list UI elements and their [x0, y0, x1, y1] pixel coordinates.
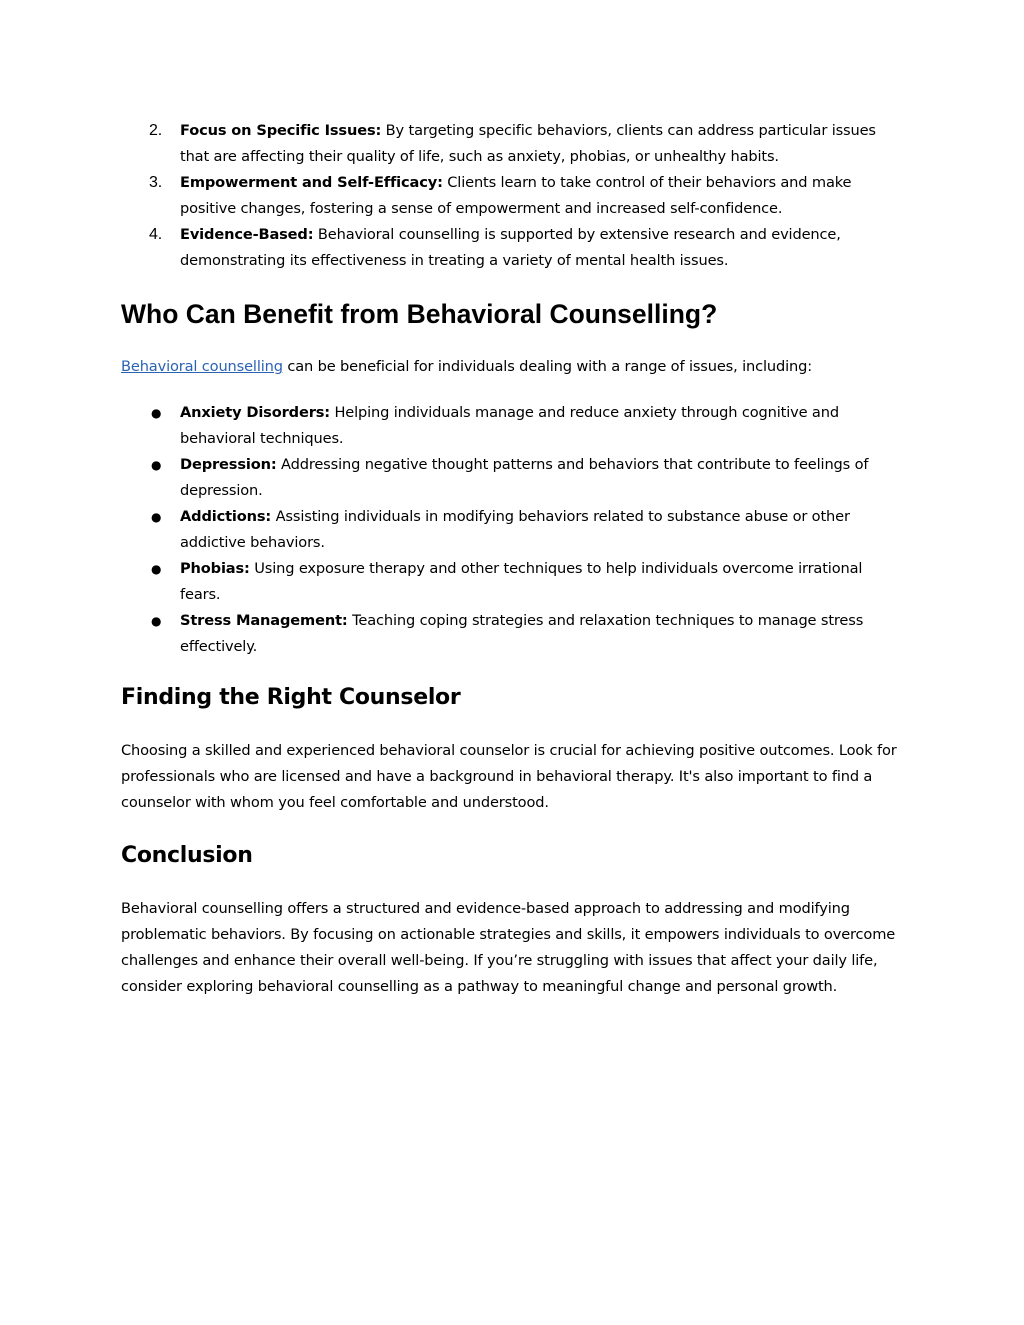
list-item-term: Stress Management:: [180, 612, 348, 629]
list-item-text: Teaching coping strategies and relaxation techniques to manage stress effectively.: [180, 612, 864, 655]
list-number: 4.: [149, 226, 163, 243]
bullet-icon: ●: [151, 562, 162, 576]
list-item-text: By targeting specific behaviors, clients can address particular issues that are affecting their quality of life, such as anxiety, phobias, or unhealthy habits.: [180, 122, 876, 165]
list-item: [121, 556, 906, 608]
list-item-text: Using exposure therapy and other techniques to help individuals overcome irrational fears.: [180, 560, 863, 603]
list-item: [121, 170, 906, 222]
list-item-term: Anxiety Disorders:: [180, 404, 330, 421]
list-item: [121, 222, 906, 274]
list-item: [121, 118, 906, 170]
conclusion-paragraph: Behavioral counselling offers a structured and evidence-based approach to addressing and modifying problematic behaviors. By focusing on actionable strategies and skills, it empowers individuals to overcome challenges and enhance their overall well-being. If you’re struggling with issues that affect your daily life, consider exploring behavioral counselling as a pathway to meaningful change and personal growth.: [121, 900, 896, 995]
list-number: 3.: [149, 174, 163, 191]
bullet-icon: ●: [151, 510, 162, 524]
list-item-text: Behavioral counselling is supported by extensive research and evidence, demonstrating its effectiveness in treating a variety of mental health issues.: [180, 226, 841, 269]
list-item: [121, 452, 906, 504]
bullet-icon: ●: [151, 458, 162, 472]
list-item-term: Addictions:: [180, 508, 272, 525]
conditions-bullet-list: [121, 400, 906, 660]
list-item: [121, 608, 906, 660]
benefits-numbered-list: [121, 118, 906, 274]
list-item-term: Phobias:: [180, 560, 250, 577]
list-item-term: Empowerment and Self-Efficacy:: [180, 174, 443, 191]
bullet-icon: ●: [151, 614, 162, 628]
section-heading-finding-counselor: Finding the Right Counselor: [121, 685, 461, 710]
list-item-text: Addressing negative thought patterns and behaviors that contribute to feelings of depression.: [180, 456, 869, 499]
list-item-term: Depression:: [180, 456, 277, 473]
list-number: 2.: [149, 122, 163, 139]
bullet-icon: ●: [151, 406, 162, 420]
list-item-text: Assisting individuals in modifying behaviors related to substance abuse or other addictive behaviors.: [180, 508, 850, 551]
list-item-term: Evidence-Based:: [180, 226, 314, 243]
list-item-text: Helping individuals manage and reduce anxiety through cognitive and behavioral techniques.: [180, 404, 839, 447]
benefit-intro-paragraph: [121, 354, 906, 380]
list-item: [121, 504, 906, 556]
document-content: [121, 118, 906, 1000]
benefit-intro-text: can be beneficial for individuals dealing with a range of issues, including:: [282, 358, 812, 375]
list-item-text: Clients learn to take control of their behaviors and make positive changes, fostering a sense of empowerment and increased self-confidence.: [180, 174, 852, 217]
section-heading-conclusion: Conclusion: [121, 843, 253, 868]
list-item-term: Focus on Specific Issues:: [180, 122, 382, 139]
section-heading-who-can-benefit: Who Can Benefit from Behavioral Counselling?: [121, 299, 718, 329]
list-item: [121, 400, 906, 452]
counselor-paragraph: Choosing a skilled and experienced behavioral counselor is crucial for achieving positive outcomes. Look for professionals who are licensed and have a background in behavioral therapy. It's also important to find a counselor with whom you feel comfortable and understood.: [121, 742, 897, 811]
behavioral-counselling-link[interactable]: Behavioral counselling: [121, 358, 283, 375]
